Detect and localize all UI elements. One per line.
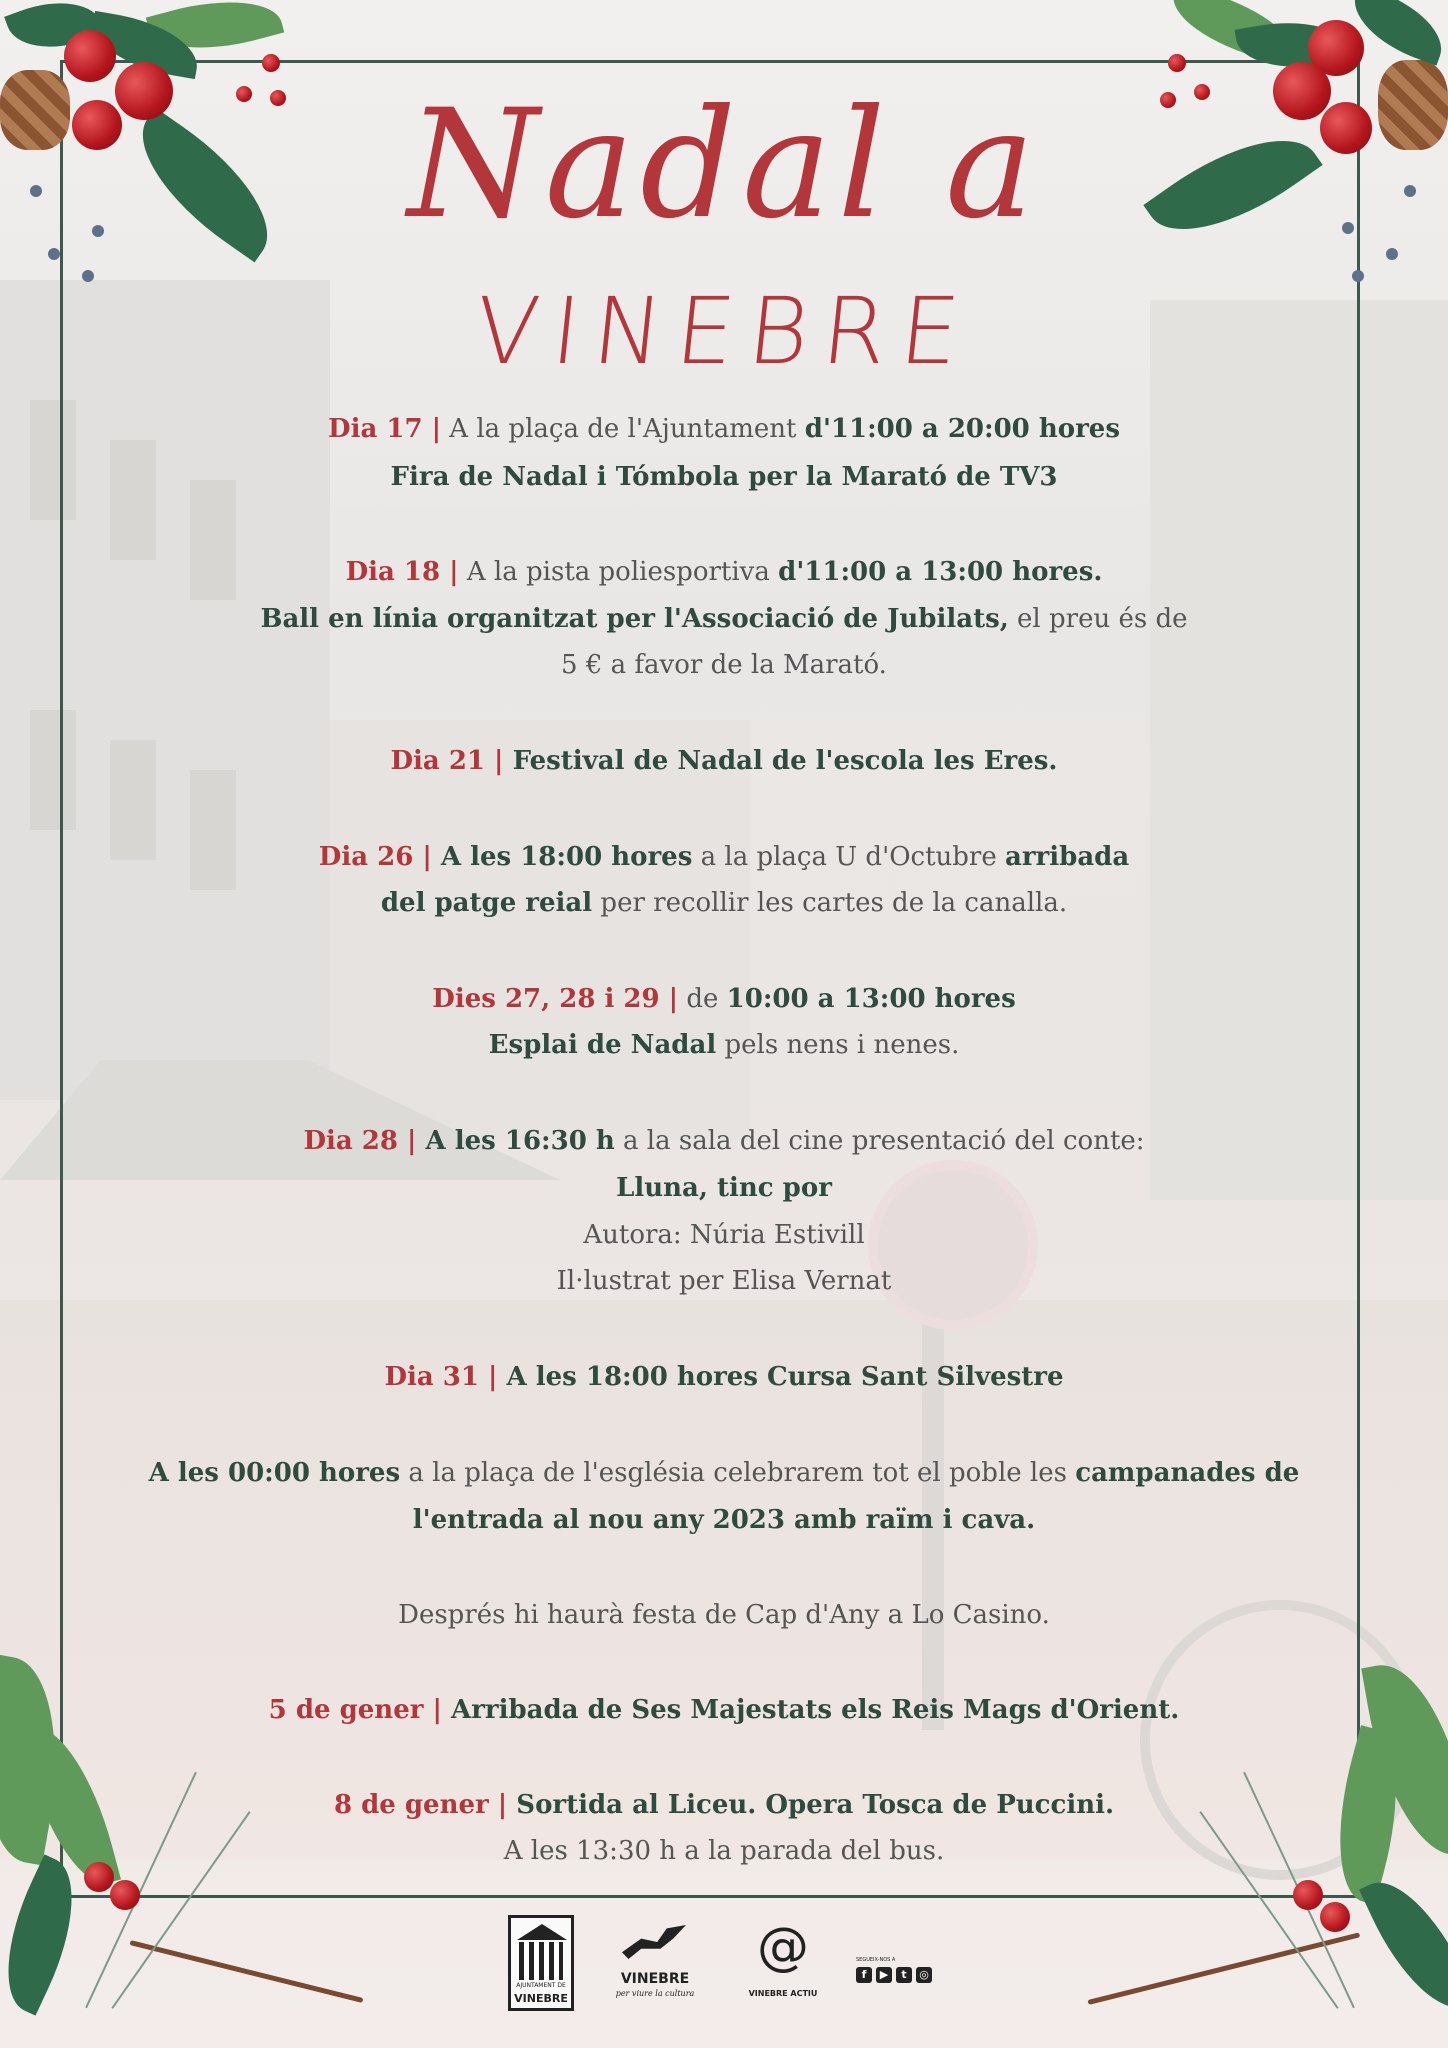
event-dia-18 [0, 555, 1448, 589]
event-time: A les 18:00 hores [431, 842, 693, 872]
event-date: Dia 17 | [328, 414, 442, 444]
logo-text: VINEBRE [620, 1971, 690, 1987]
event-title: Festival de Nadal de l'escola les Eres. [503, 746, 1058, 776]
berry-icon [1168, 54, 1186, 72]
branch-icon [129, 1940, 363, 2003]
event-date: Dia 31 | [384, 1362, 498, 1392]
at-snail-icon: @ [757, 1917, 809, 1977]
book-author: Autora: Núria Estivill [583, 1220, 865, 1250]
event-date: Dia 26 | [318, 842, 432, 872]
book-illustrator: Il·lustrat per Elisa Vernat [556, 1266, 892, 1296]
logo-text: VINEBRE ACTIU [748, 1989, 818, 1998]
building-icon [519, 1942, 563, 1980]
event-title: Ball en línia organitzat per l'Associació de Jubilats, [260, 604, 1009, 634]
event-text: A les 13:30 h a la parada del bus. [503, 1836, 945, 1866]
event-title: Fira de Nadal i Tómbola per la Marató de TV3 [390, 462, 1058, 492]
event-dies-27-28-29 [0, 982, 1448, 1016]
event-text: per recollir les cartes de la canalla. [592, 888, 1068, 918]
event-title: del patge reial [380, 888, 593, 918]
event-text: a la plaça de l'església celebrarem tot el poble les [400, 1458, 1076, 1488]
event-time: d'11:00 a 20:00 hores [804, 414, 1120, 444]
bird-icon [622, 1925, 686, 1959]
berry-icon [262, 54, 280, 72]
social-links [852, 1957, 952, 1997]
event-date: Dia 28 | [303, 1126, 417, 1156]
logo-text: VINEBRE [514, 1992, 568, 2005]
event-dia-26 [0, 840, 1448, 874]
event-title: l'entrada al nou any 2023 amb raïm i cava. [412, 1505, 1036, 1535]
event-dia-18-price [0, 648, 1448, 682]
event-text: a la plaça U d'Octubre [692, 842, 1006, 872]
event-date: Dia 18 | [345, 557, 459, 587]
event-8-gener-detail [0, 1834, 1448, 1868]
building-icon [517, 1924, 567, 1940]
social-label: SEGUEIX-NOS A [856, 1957, 896, 1963]
event-text: 5 € a favor de la Marató. [561, 650, 887, 680]
berry-icon [1293, 1880, 1323, 1910]
event-text: de [678, 984, 727, 1014]
instagram-icon[interactable]: ◎ [916, 1967, 932, 1983]
event-title: Sortida al Liceu. Opera Tosca de Puccini. [507, 1790, 1115, 1820]
event-date: Dies 27, 28 i 29 | [432, 984, 679, 1014]
title-line-2: VINEBRE [469, 278, 979, 385]
event-time: A les 00:00 hores [148, 1458, 401, 1488]
event-dia-18-detail [0, 602, 1448, 636]
event-text: a la sala del cine presentació del conte: [614, 1126, 1145, 1156]
sponsor-logos [500, 1915, 960, 2015]
event-time: A les 16:30 h [416, 1126, 615, 1156]
event-time: 10:00 a 13:00 hores [726, 984, 1016, 1014]
event-text: A la plaça de l'Ajuntament [441, 414, 805, 444]
event-date: Dia 21 | [390, 746, 504, 776]
event-date: 5 de gener | [268, 1695, 442, 1725]
event-dia-17 [0, 412, 1448, 446]
event-title: campanades de [1075, 1458, 1300, 1488]
title-line-1: Nadal a [407, 78, 1041, 252]
leaf-icon [1359, 1864, 1448, 2025]
berry-icon [110, 1880, 140, 1910]
event-title: Arribada de Ses Majestats els Reis Mags d'Orient. [441, 1695, 1180, 1725]
book-title: Lluna, tinc por [616, 1173, 832, 1203]
event-dia-28 [0, 1124, 1448, 1158]
ajuntament-logo [508, 1915, 574, 2011]
youtube-icon[interactable]: ▶ [876, 1967, 892, 1983]
vinebre-culture-logo [610, 1915, 700, 2011]
berry-icon [1320, 1902, 1350, 1932]
logo-text: AJUNTAMENT DE [516, 1982, 566, 1989]
vinebre-actiu-logo [738, 1915, 828, 2011]
event-time: d'11:00 a 13:00 hores. [778, 557, 1103, 587]
branch-icon [1087, 1932, 1360, 2005]
event-cap-dany [0, 1598, 1448, 1632]
event-dia-31 [0, 1360, 1448, 1394]
event-8-gener [0, 1788, 1448, 1822]
event-dies-27-28-29-detail [0, 1028, 1448, 1062]
event-dia-28-author [0, 1218, 1448, 1252]
facebook-icon[interactable]: f [856, 1967, 872, 1983]
event-dia-28-illustrator [0, 1264, 1448, 1298]
event-title: arribada [1005, 842, 1130, 872]
event-text: Després hi haurà festa de Cap d'Any a Lo Casino. [398, 1600, 1050, 1630]
event-dia-28-book [0, 1171, 1448, 1205]
event-5-gener [0, 1693, 1448, 1727]
event-title: A les 18:00 hores Cursa Sant Silvestre [497, 1362, 1064, 1392]
event-title: Esplai de Nadal [488, 1030, 717, 1060]
event-text: el preu és de [1008, 604, 1188, 634]
logo-slogan: per viure la cultura [615, 1989, 695, 1998]
event-dia-21 [0, 744, 1448, 778]
event-new-year [0, 1456, 1448, 1490]
event-dia-26-detail [0, 886, 1448, 920]
event-text: pels nens i nenes. [716, 1030, 960, 1060]
event-date: 8 de gener | [333, 1790, 508, 1820]
event-dia-17-detail [0, 460, 1448, 494]
twitter-icon[interactable]: t [896, 1967, 912, 1983]
event-new-year-detail [0, 1503, 1448, 1537]
event-text: A la pista poliesportiva [458, 557, 779, 587]
